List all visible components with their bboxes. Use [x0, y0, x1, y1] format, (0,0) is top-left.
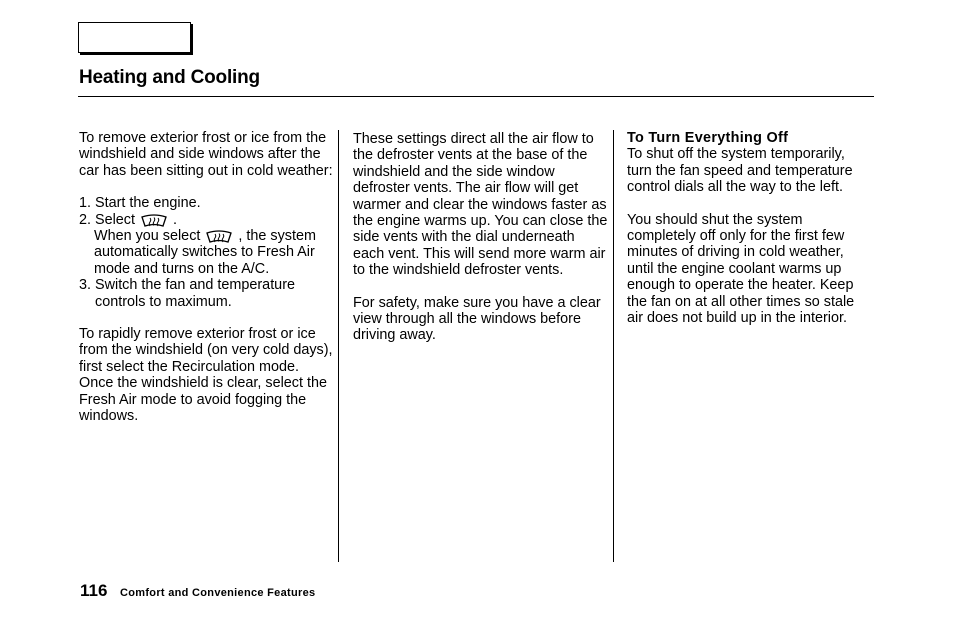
step-text: Switch the fan and temperature controls to maximum.: [95, 277, 295, 310]
page-number: 116: [80, 581, 108, 600]
column-divider-1: [338, 130, 339, 562]
intro-paragraph: To remove exterior frost or ice from the windshield and side windows after the car has been sitting out in cold weather:: [79, 130, 333, 179]
windshield-defrost-icon: [139, 212, 169, 228]
safety-paragraph: For safety, make sure you have a clear view through all the windows before driving away.: [353, 294, 601, 344]
step-text: Select: [95, 211, 135, 228]
step-1: [79, 195, 335, 211]
step-number: 1.: [79, 195, 92, 212]
air-flow-paragraph: These settings direct all the air flow to the defroster vents at the base of the windshield and the side window defroster vents. The air flow will get warmer and clear the windows faster as the engine warms up. You can close the side vents with the dial underneath each vent. This will send more warm air to the windshield defroster vents.: [353, 131, 608, 279]
header-tab-box: [78, 22, 191, 53]
step-number: 3.: [79, 277, 92, 294]
system-off-paragraph: You should shut the system completely off only for the first few minutes of driving in cold weather, until the engine coolant warms up enough to operate the heater. Keep the fan on at all other times so stale air does not build up in the interior.: [627, 211, 855, 327]
section-heading: To Turn Everything Off: [627, 130, 789, 146]
rapid-defrost-paragraph: To rapidly remove exterior frost or ice from the windshield (on very cold days), first select the Recirculation mode. Once the windshield is clear, select the Fresh Air mode to avoid fogging the windows.: [79, 326, 333, 425]
step-3: [79, 277, 335, 310]
column-middle: [353, 131, 608, 344]
step-text-end: .: [173, 211, 177, 228]
column-divider-2: [613, 130, 614, 562]
step-number: 2.: [79, 211, 92, 228]
step-2-note: When you select , the system automatically switches to Fresh Air mode and turns on the A/C.: [94, 228, 316, 277]
column-right: [627, 130, 872, 326]
step-text: Start the engine.: [95, 195, 201, 212]
column-left: [79, 130, 335, 425]
footer-section-title: Comfort and Convenience Features: [120, 587, 316, 599]
shut-off-paragraph: To shut off the system temporarily, turn the fan speed and temperature control dials all the way to the left.: [627, 146, 853, 196]
step-2: [79, 212, 335, 228]
windshield-defrost-icon: [204, 228, 234, 244]
page-title: Heating and Cooling: [79, 67, 260, 88]
title-rule: [78, 96, 874, 97]
